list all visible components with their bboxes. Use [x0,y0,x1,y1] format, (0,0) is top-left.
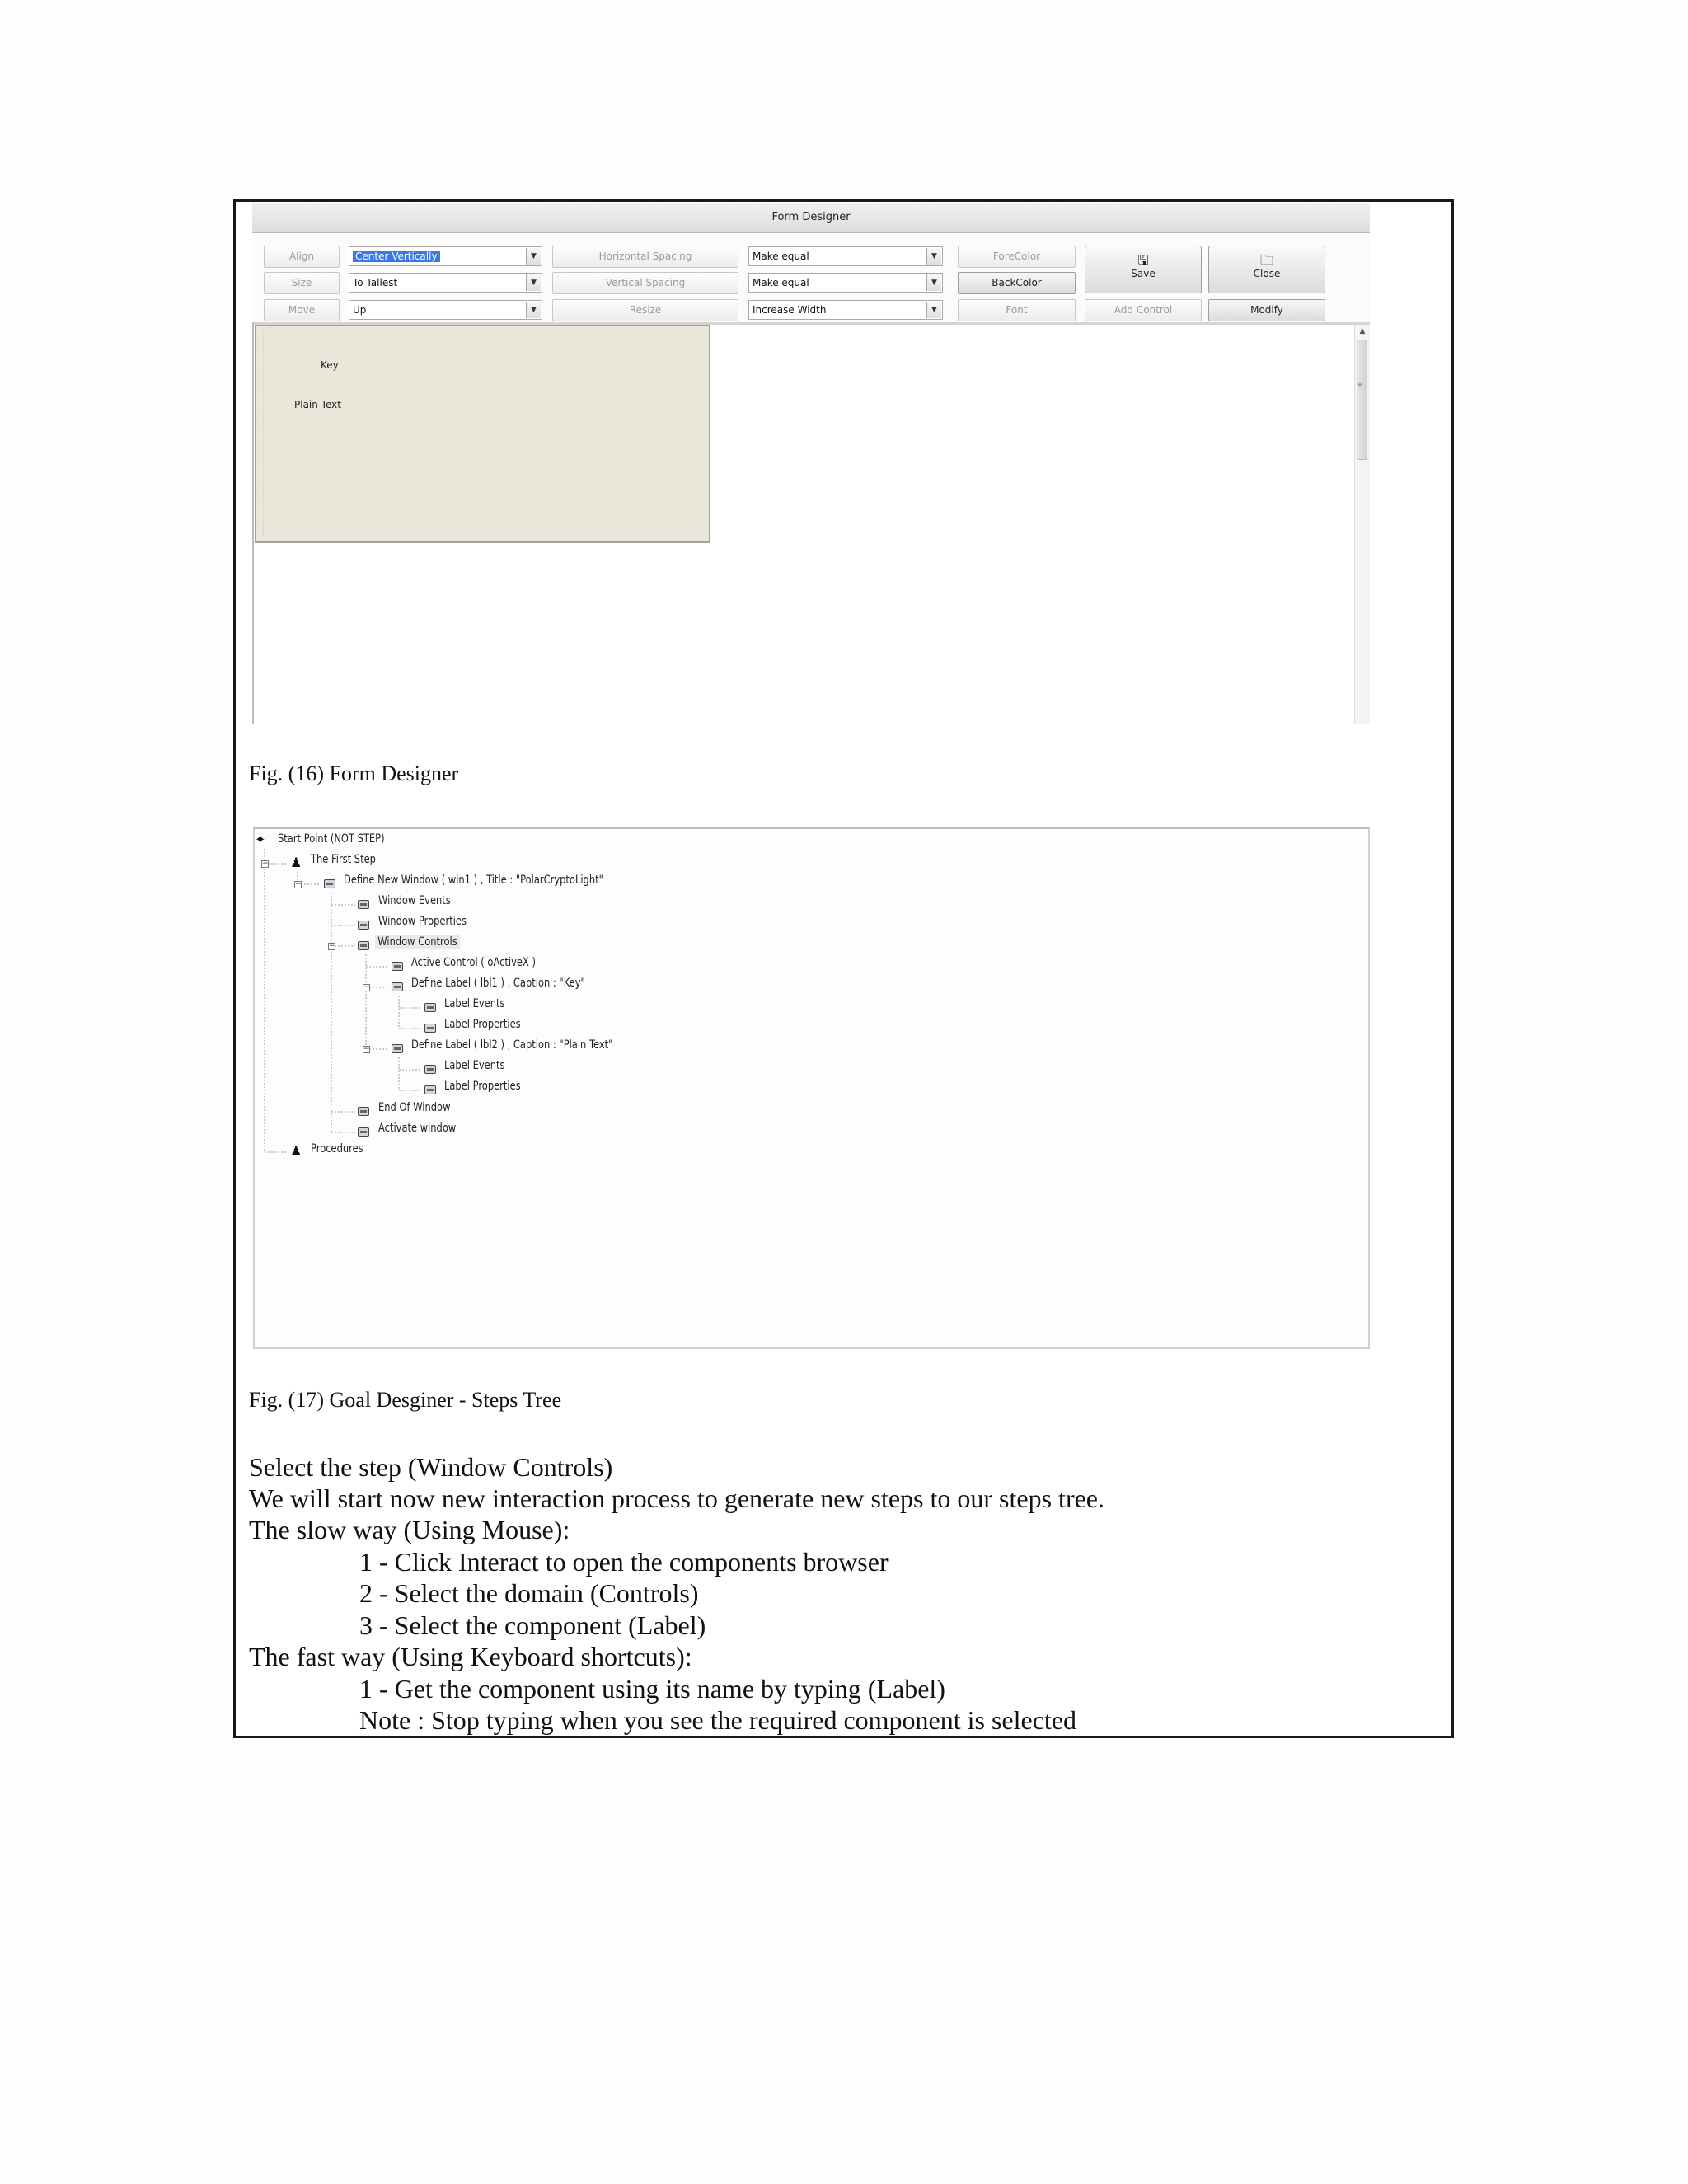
add-control-button[interactable]: Add Control [1085,299,1202,321]
canvas-left-border [252,322,254,724]
form-label-plain-text[interactable]: Plain Text [294,399,341,410]
designed-form[interactable] [255,325,710,543]
chevron-down-icon[interactable]: ▼ [926,274,941,291]
instruction-step: 1 - Get the component using its name by typing (Label) [359,1674,945,1704]
vertical-spacing-select[interactable]: Make equal ▼ [748,273,943,293]
step-icon [358,900,369,909]
collapse-toggle[interactable]: − [329,942,335,950]
horizontal-spacing-select[interactable]: Make equal ▼ [748,246,943,266]
instruction-note: Note : Stop typing when you see the required component is selected [359,1705,1077,1735]
scroll-up-icon[interactable]: ▲ [1359,327,1366,335]
step-icon [424,1024,436,1033]
window-step-icon [324,879,335,888]
save-button[interactable]: 🖫 Save [1085,246,1202,293]
forecolor-button[interactable]: ForeColor [958,246,1076,268]
collapse-toggle[interactable]: − [363,983,370,991]
tree-node-start-point[interactable]: Start Point (NOT STEP) [278,832,385,846]
tree-node-label-events[interactable]: Label Events [444,997,505,1010]
person-icon: ♟ [290,855,302,870]
form-designer-screenshot [252,203,1370,724]
step-icon [424,1065,436,1074]
resize-select[interactable]: Increase Width ▼ [748,300,943,320]
step-icon [358,1107,369,1116]
figure-16-caption: Fig. (16) Form Designer [249,762,459,785]
step-icon [358,1127,369,1137]
tree-node-label-properties[interactable]: Label Properties [444,1080,521,1093]
tree-node-define-label-1[interactable]: Define Label ( lbl1 ) , Caption : "Key" [411,977,585,990]
tree-node-label-events[interactable]: Label Events [444,1059,505,1072]
steps-tree [253,827,1370,1349]
step-icon [424,1003,436,1012]
tree-node-procedures[interactable]: Procedures [311,1142,363,1155]
scroll-thumb[interactable] [1357,340,1367,460]
start-point-icon: ✦ [255,832,266,847]
tree-node-active-control[interactable]: Active Control ( oActiveX ) [411,956,536,969]
size-select[interactable]: To Tallest ▼ [349,273,542,293]
grip-icon: ≡ [1357,381,1363,388]
chevron-down-icon[interactable]: ▼ [926,248,941,265]
tree-node-label-properties[interactable]: Label Properties [444,1018,521,1031]
tree-node-window-events[interactable]: Window Events [378,894,451,907]
size-button[interactable]: Size [264,272,340,294]
chevron-down-icon[interactable]: ▼ [526,274,541,291]
tree-node-window-controls[interactable]: Window Controls [375,935,460,949]
align-button[interactable]: Align [264,246,340,268]
tree-node-define-window[interactable]: Define New Window ( win1 ) , Title : "PolarCryptoLight" [344,874,603,887]
instruction-line: We will start now new interaction process to generate new steps to our steps tree. [249,1483,1104,1513]
chevron-down-icon[interactable]: ▼ [526,248,541,265]
vertical-spacing-button[interactable]: Vertical Spacing [552,272,738,294]
instruction-step: 2 - Select the domain (Controls) [359,1578,699,1608]
chevron-down-icon[interactable]: ▼ [526,302,541,318]
modify-button[interactable]: Modify [1208,299,1325,321]
align-select[interactable]: Center Vertically ▼ [349,246,542,266]
collapse-toggle[interactable]: − [295,880,302,888]
form-label-key[interactable]: Key [321,359,339,371]
step-icon [424,1085,436,1094]
step-icon [358,921,369,930]
backcolor-button[interactable]: BackColor [958,272,1076,294]
instruction-line: Select the step (Window Controls) [249,1452,613,1482]
instruction-line: The slow way (Using Mouse): [249,1515,570,1544]
tree-node-define-label-2[interactable]: Define Label ( lbl2 ) , Caption : "Plain Text" [411,1038,613,1052]
font-button[interactable]: Font [958,299,1076,321]
horizontal-spacing-button[interactable]: Horizontal Spacing [552,246,738,268]
resize-button[interactable]: Resize [552,299,738,321]
step-icon [392,982,403,991]
close-button[interactable]: 🗀 Close [1208,246,1325,293]
window-title: Form Designer [252,203,1370,233]
move-select[interactable]: Up ▼ [349,300,542,320]
vertical-scrollbar[interactable] [1354,325,1370,724]
tree-node-end-of-window[interactable]: End Of Window [378,1101,451,1114]
step-icon [358,941,369,950]
tree-node-activate-window[interactable]: Activate window [378,1122,457,1135]
floppy-disk-icon: 🖫 [1137,252,1149,268]
collapse-toggle[interactable]: − [363,1045,370,1053]
chevron-down-icon[interactable]: ▼ [926,302,941,318]
person-icon: ♟ [290,1143,302,1159]
folder-icon: 🗀 [1259,252,1273,268]
tree-node-window-properties[interactable]: Window Properties [378,915,467,928]
instruction-step: 3 - Select the component (Label) [359,1610,706,1640]
move-button[interactable]: Move [264,299,340,321]
tree-node-first-step[interactable]: The First Step [311,853,376,866]
instruction-step: 1 - Click Interact to open the components browser [359,1547,889,1577]
instruction-line: The fast way (Using Keyboard shortcuts): [249,1642,692,1671]
step-icon [392,1044,403,1053]
step-icon [392,962,403,971]
collapse-toggle[interactable]: − [262,860,269,868]
figure-17-caption: Fig. (17) Goal Desginer - Steps Tree [249,1388,562,1412]
